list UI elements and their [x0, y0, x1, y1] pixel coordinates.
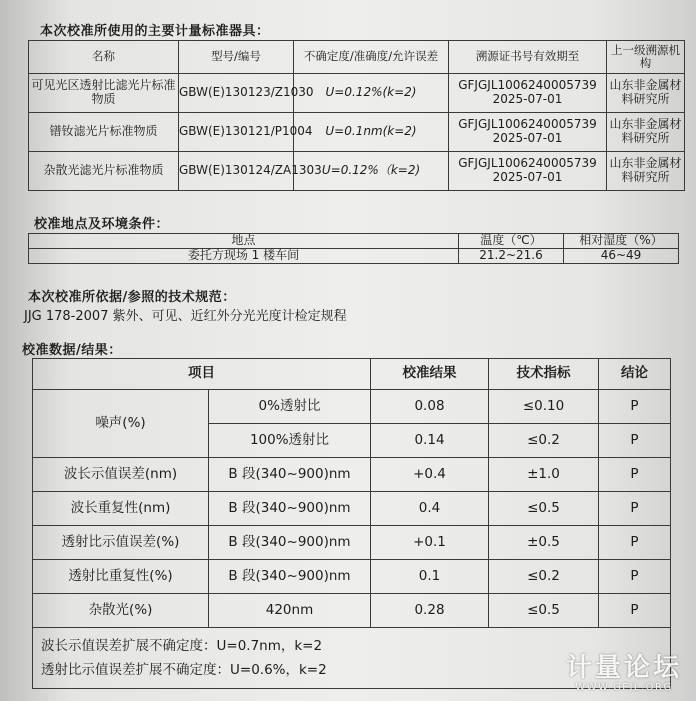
humidity-value: 46~49	[564, 249, 679, 264]
header-item: 项目	[33, 359, 371, 390]
header-place: 地点	[29, 234, 459, 249]
spec-value: ≤0.10	[489, 390, 599, 424]
standard-model: GBW(E)130121/P1004	[179, 113, 294, 152]
item-condition: B 段(340~900)nm	[209, 458, 371, 492]
table-row	[33, 458, 671, 492]
standard-model: GBW(E)130124/ZA1303	[179, 152, 294, 191]
standards-table	[28, 40, 685, 191]
table-row	[29, 152, 685, 191]
standard-uncertainty: U=0.1nm(k=2)	[294, 113, 449, 152]
table-row	[29, 113, 685, 152]
cert-number: GFJGJL1006240005739	[458, 117, 597, 132]
standard-uncertainty: U=0.12%(k=2)	[294, 74, 449, 113]
standard-org: 山东非金属材料研究所	[607, 113, 685, 152]
standards-header-row	[29, 41, 685, 74]
item-condition: 0%透射比	[209, 390, 371, 424]
item-condition: 420nm	[209, 594, 371, 628]
header-result: 校准结果	[371, 359, 489, 390]
result-value: +0.4	[371, 458, 489, 492]
standard-name: 杂散光滤光片标准物质	[29, 152, 179, 191]
item-label: 波长示值误差(nm)	[33, 458, 209, 492]
basis-text: JJG 178-2007 紫外、可见、近红外分光光度计检定规程	[24, 309, 347, 324]
forum-watermark	[566, 647, 682, 693]
spec-value: ±1.0	[489, 458, 599, 492]
result-value: +0.1	[371, 526, 489, 560]
verdict-value: P	[599, 424, 671, 458]
header-uncertainty: 不确定度/准确度/允许误差	[294, 41, 449, 74]
header-verdict: 结论	[599, 359, 671, 390]
result-value: 0.14	[371, 424, 489, 458]
item-condition: B 段(340~900)nm	[209, 526, 371, 560]
table-row	[33, 390, 671, 424]
item-label: 波长重复性(nm)	[33, 492, 209, 526]
item-condition: B 段(340~900)nm	[209, 560, 371, 594]
verdict-value: P	[599, 390, 671, 424]
verdict-value: P	[599, 492, 671, 526]
cert-valid: 2025-07-01	[492, 92, 563, 106]
header-model: 型号/编号	[179, 41, 294, 74]
standard-cert	[449, 152, 607, 191]
header-name: 名称	[29, 41, 179, 74]
temperature-value: 21.2~21.6	[459, 249, 564, 264]
standard-name: 镨钕滤光片标准物质	[29, 113, 179, 152]
item-noise: 噪声(%)	[33, 390, 209, 458]
item-condition: B 段(340~900)nm	[209, 492, 371, 526]
table-row	[33, 560, 671, 594]
location-header-row	[29, 234, 679, 249]
table-row	[33, 526, 671, 560]
watermark-title: 计量论坛	[565, 653, 682, 683]
note-transmittance: 透射比示值误差扩展不确定度：U=0.6%，k=2	[41, 662, 327, 678]
header-org: 上一级溯源机构	[607, 41, 685, 74]
results-table	[32, 358, 671, 689]
location-table	[28, 233, 679, 264]
spec-value: ≤0.2	[489, 424, 599, 458]
standard-model: GBW(E)130123/Z1030	[179, 74, 294, 113]
standard-cert	[449, 74, 607, 113]
table-row	[33, 594, 671, 628]
cert-number: GFJGJL1006240005739	[458, 78, 597, 93]
item-label: 透射比重复性(%)	[33, 560, 209, 594]
item-label: 杂散光(%)	[33, 594, 209, 628]
item-label: 透射比示值误差(%)	[33, 526, 209, 560]
verdict-value: P	[599, 594, 671, 628]
result-value: 0.08	[371, 390, 489, 424]
result-value: 0.1	[371, 560, 489, 594]
cert-valid: 2025-07-01	[492, 170, 563, 184]
table-row	[29, 249, 679, 264]
standard-org: 山东非金属材料研究所	[607, 74, 685, 113]
basis-heading: 本次校准所依据/参照的技术规范：	[28, 290, 236, 305]
standard-org: 山东非金属材料研究所	[607, 152, 685, 191]
header-humidity: 相对湿度（%）	[564, 234, 679, 249]
spec-value: ≤0.2	[489, 560, 599, 594]
place-value: 委托方现场 1 楼车间	[29, 249, 459, 264]
result-value: 0.4	[371, 492, 489, 526]
verdict-value: P	[599, 526, 671, 560]
table-row	[29, 74, 685, 113]
standard-cert	[449, 113, 607, 152]
cert-valid: 2025-07-01	[492, 131, 563, 145]
verdict-value: P	[599, 458, 671, 492]
header-temperature: 温度（℃）	[459, 234, 564, 249]
watermark-url: WWW.GFJL.ORG	[575, 682, 673, 693]
cert-number: GFJGJL1006240005739	[458, 156, 597, 171]
table-row	[33, 492, 671, 526]
header-cert: 溯源证书号有效期至	[449, 41, 607, 74]
standard-uncertainty: U=0.12%（k=2)	[294, 152, 449, 191]
standards-heading: 本次校准所使用的主要计量标准器具：	[40, 24, 270, 39]
header-spec: 技术指标	[489, 359, 599, 390]
verdict-value: P	[599, 560, 671, 594]
spec-value: ≤0.5	[489, 594, 599, 628]
standard-name: 可见光区透射比滤光片标准物质	[29, 74, 179, 113]
spec-value: ≤0.5	[489, 492, 599, 526]
location-heading: 校准地点及环境条件：	[34, 217, 170, 232]
spec-value: ±0.5	[489, 526, 599, 560]
results-heading: 校准数据/结果：	[22, 343, 122, 358]
item-condition: 100%透射比	[209, 424, 371, 458]
result-value: 0.28	[371, 594, 489, 628]
results-header-row	[33, 359, 671, 390]
note-wavelength: 波长示值误差扩展不确定度：U=0.7nm，k=2	[41, 638, 323, 654]
